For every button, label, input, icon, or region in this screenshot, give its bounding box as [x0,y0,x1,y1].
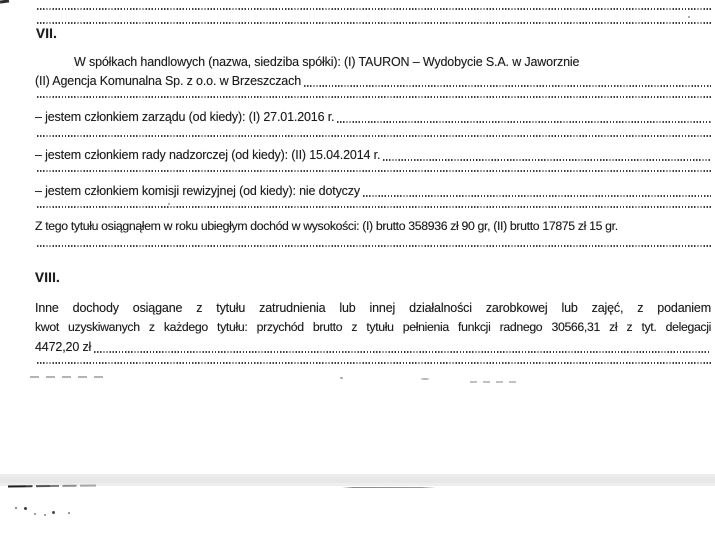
scan-speck [24,507,27,510]
scan-artifact-band [0,474,715,486]
dot-leader-fill [363,195,711,197]
scan-thin-line [342,487,436,488]
scan-speck [688,16,690,18]
scan-speck [68,512,70,514]
dot-leader-fill [304,85,711,87]
membership-board-row [35,110,711,125]
companies-line-2: (II) Agencja Komunalna Sp. z o.o. w Brzeszczach [35,74,301,88]
scan-speck [168,203,170,205]
scan-speck [44,514,46,516]
membership-audit-row [35,184,711,199]
scan-dash-artifact [470,381,516,383]
companies-line-2-row [35,74,711,89]
section-viii-heading: VIII. [35,270,61,285]
scan-speck [340,377,343,379]
dot-leader-line [37,245,711,247]
dot-leader-fill [94,351,711,353]
section-vii-heading: VII. [36,26,58,41]
membership-board-line: – jestem członkiem zarządu (od kiedy): (I) 27.01.2016 r. [35,110,335,124]
scan-dash-artifact [30,376,110,378]
dot-leader-line [37,206,711,208]
dot-leader-line [37,96,711,98]
dot-leader-line [37,135,711,137]
dot-leader-line [37,170,711,172]
dot-leader-fill [383,159,711,161]
dot-leader-line [37,22,711,24]
scan-corner-artifact [0,0,9,3]
companies-line-1: W spółkach handlowych (nazwa, siedziba spółki): (I) TAURON – Wydobycie S.A. w Jaworznie [74,55,580,69]
other-income-line-3: 4472,20 zł [35,340,92,354]
dot-leader-line [37,362,711,364]
other-income-line-2: kwot uzyskiwanych z każdego tytułu: przychód brutto z tytułu pełnienia funkcji radnego 30566,31 zł z tyt. delegacji [35,320,711,334]
other-income-line-3-row [35,340,711,355]
other-income-line-1: Inne dochody osiągane z tytułu zatrudnienia lub innej działalności zarobkowej lub zajęć, z podaniem [35,301,711,315]
dot-leader-fill [337,121,711,123]
dot-leader-line [37,8,711,10]
membership-supervisory-row [35,148,711,163]
scan-speck [34,513,36,515]
scan-speck [421,378,429,380]
scan-speck [52,511,55,514]
membership-audit-line: – jestem członkiem komisji rewizyjnej (od kiedy): nie dotyczy [35,184,360,198]
membership-supervisory-line: – jestem członkiem rady nadzorczej (od kiedy): (II) 15.04.2014 r. [35,148,381,162]
income-summary-line: Z tego tytułu osiągnąłem w roku ubiegłym dochód w wysokości: (I) brutto 358936 zł 90 gr, (II) brutto 17875 zł 15 gr. [35,219,618,233]
scan-smudge [8,484,96,489]
scan-speck [15,507,17,509]
